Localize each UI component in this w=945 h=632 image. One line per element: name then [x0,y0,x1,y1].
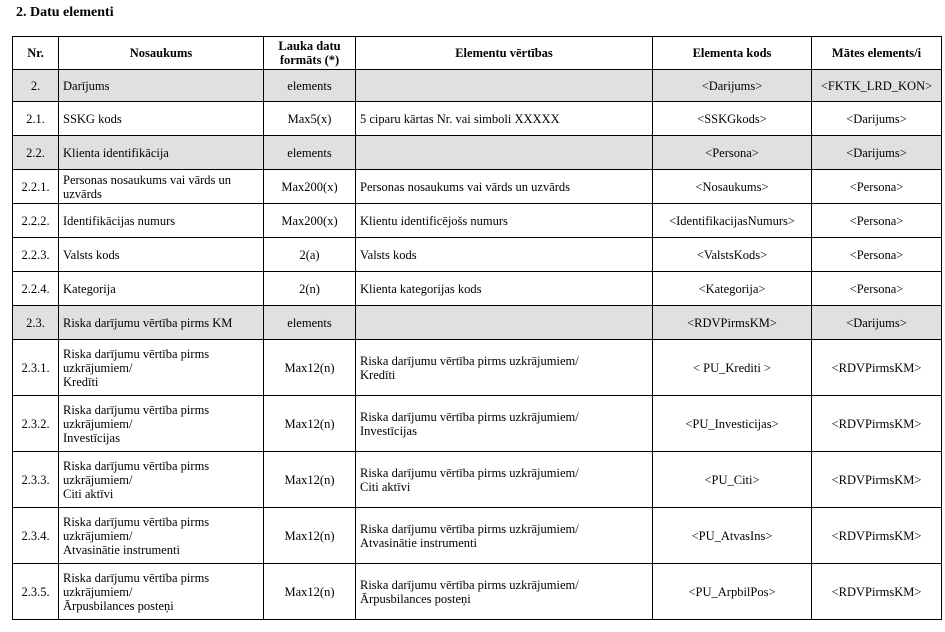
cell-vertibas [356,306,653,340]
table-row [13,136,942,170]
vertibas-line: Investīcijas [360,423,417,438]
cell-nosaukums [59,508,264,564]
cell-nr: 2. [13,70,59,102]
cell-mates: <FKTK_LRD_KON> [812,70,942,102]
cell-nosaukums [59,396,264,452]
cell-nr: 2.2.2. [13,204,59,238]
cell-format: elements [264,70,356,102]
table-row [13,170,942,204]
header-format-line1: Lauka datu [278,39,341,53]
cell-kods: <PU_AtvasIns> [653,508,812,564]
table-row [13,70,942,102]
cell-vertibas [356,452,653,508]
vertibas-line: 5 ciparu kārtas Nr. vai simboli XXXXX [360,111,560,126]
cell-nosaukums [59,306,264,340]
cell-nr: 2.3.2. [13,396,59,452]
nosaukums-line: Kategorija [63,281,116,296]
header-nr: Nr. [13,37,59,70]
nosaukums-line: Identifikācijas numurs [63,213,176,228]
vertibas-line: Klienta kategorijas kods [360,281,482,296]
cell-kods: <RDVPirmsKM> [653,306,812,340]
header-format-line2: formāts (*) [279,53,340,67]
cell-format: Max200(x) [264,170,356,204]
cell-vertibas [356,508,653,564]
cell-nr: 2.3. [13,306,59,340]
cell-format: Max12(n) [264,564,356,620]
cell-nr: 2.1. [13,102,59,136]
cell-format: elements [264,306,356,340]
cell-kods: <PU_Citi> [653,452,812,508]
cell-mates: <Persona> [812,238,942,272]
cell-mates: <Darijums> [812,136,942,170]
table-row [13,238,942,272]
cell-vertibas [356,70,653,102]
cell-kods: <PU_Investicijas> [653,396,812,452]
cell-format: 2(a) [264,238,356,272]
cell-mates: <Darijums> [812,306,942,340]
vertibas-line: Personas nosaukums vai vārds un uzvārds [360,179,571,194]
nosaukums-line: Riska darījumu vērtība pirms [63,402,210,417]
vertibas-line: Riska darījumu vērtība pirms uzkrājumiem/ [360,577,579,592]
nosaukums-line: Riska darījumu vērtība pirms [63,570,210,585]
cell-nr: 2.3.3. [13,452,59,508]
cell-mates: <RDVPirmsKM> [812,508,942,564]
nosaukums-line: Investīcijas [63,430,120,445]
cell-mates: <Persona> [812,204,942,238]
cell-kods: < PU_Krediti > [653,340,812,396]
nosaukums-line: Riska darījumu vērtība pirms KM [63,315,233,330]
nosaukums-line: Riska darījumu vērtība pirms [63,346,210,361]
cell-kods: <PU_ArpbilPos> [653,564,812,620]
table-row [13,204,942,238]
cell-nr: 2.3.4. [13,508,59,564]
header-format [264,37,356,70]
cell-format: elements [264,136,356,170]
nosaukums-line: Kredīti [63,374,99,389]
cell-vertibas [356,238,653,272]
vertibas-line: Valsts kods [360,247,417,262]
cell-vertibas [356,564,653,620]
cell-vertibas [356,204,653,238]
cell-nosaukums [59,238,264,272]
cell-mates: <RDVPirmsKM> [812,452,942,508]
cell-format: Max5(x) [264,102,356,136]
cell-nosaukums [59,452,264,508]
cell-nr: 2.3.5. [13,564,59,620]
cell-kods: <Kategorija> [653,272,812,306]
data-elements-table [12,36,942,620]
nosaukums-line: uzkrājumiem/ [63,416,133,431]
vertibas-line: Riska darījumu vērtība pirms uzkrājumiem/ [360,409,579,424]
cell-format: Max12(n) [264,340,356,396]
nosaukums-line: SSKG kods [63,111,122,126]
vertibas-line: Kredīti [360,367,396,382]
nosaukums-line: Valsts kods [63,247,120,262]
table-row [13,306,942,340]
cell-vertibas [356,340,653,396]
cell-nosaukums [59,564,264,620]
cell-nosaukums [59,70,264,102]
vertibas-line: Citi aktīvi [360,479,411,494]
header-mates: Mātes elements/i [812,37,942,70]
cell-format: Max200(x) [264,204,356,238]
nosaukums-line: Klienta identifikācija [63,145,169,160]
cell-kods: <ValstsKods> [653,238,812,272]
cell-mates: <Persona> [812,170,942,204]
cell-kods: <SSKGkods> [653,102,812,136]
nosaukums-line: uzkrājumiem/ [63,528,133,543]
cell-format: Max12(n) [264,452,356,508]
cell-vertibas [356,272,653,306]
cell-format: Max12(n) [264,396,356,452]
header-vertibas: Elementu vērtības [356,37,653,70]
cell-mates: <RDVPirmsKM> [812,564,942,620]
header-nosaukums: Nosaukums [59,37,264,70]
cell-nr: 2.2.4. [13,272,59,306]
nosaukums-line: uzvārds [63,186,102,201]
nosaukums-line: Riska darījumu vērtība pirms [63,514,210,529]
cell-format: Max12(n) [264,508,356,564]
table-row [13,340,942,396]
cell-mates: <RDVPirmsKM> [812,340,942,396]
cell-nosaukums [59,272,264,306]
cell-mates: <RDVPirmsKM> [812,396,942,452]
header-kods: Elementa kods [653,37,812,70]
header-row [13,37,942,70]
cell-vertibas [356,396,653,452]
table-row [13,508,942,564]
nosaukums-line: Personas nosaukums vai vārds un [63,172,232,187]
cell-vertibas [356,102,653,136]
cell-vertibas [356,136,653,170]
cell-vertibas [356,170,653,204]
nosaukums-line: Ārpusbilances posteņi [63,598,174,613]
table-row [13,452,942,508]
cell-kods: <Nosaukums> [653,170,812,204]
nosaukums-line: Citi aktīvi [63,486,114,501]
nosaukums-line: uzkrājumiem/ [63,360,133,375]
table-row [13,102,942,136]
cell-kods: <Persona> [653,136,812,170]
cell-nosaukums [59,204,264,238]
vertibas-line: Riska darījumu vērtība pirms uzkrājumiem/ [360,353,579,368]
cell-nr: 2.2.1. [13,170,59,204]
cell-format: 2(n) [264,272,356,306]
vertibas-line: Riska darījumu vērtība pirms uzkrājumiem/ [360,521,579,536]
nosaukums-line: uzkrājumiem/ [63,472,133,487]
cell-nr: 2.2.3. [13,238,59,272]
cell-nosaukums [59,340,264,396]
cell-kods: <Darijums> [653,70,812,102]
vertibas-line: Atvasinātie instrumenti [360,535,477,550]
vertibas-line: Klientu identificējošs numurs [360,213,508,228]
cell-kods: <IdentifikacijasNumurs> [653,204,812,238]
nosaukums-line: Atvasinātie instrumenti [63,542,180,557]
vertibas-line: Riska darījumu vērtība pirms uzkrājumiem/ [360,465,579,480]
cell-nr: 2.2. [13,136,59,170]
cell-nosaukums [59,102,264,136]
nosaukums-line: Darījums [63,78,110,93]
cell-nosaukums [59,136,264,170]
section-title: 2. Datu elementi [16,5,114,20]
vertibas-line: Ārpusbilances posteņi [360,591,471,606]
nosaukums-line: uzkrājumiem/ [63,584,133,599]
cell-mates: <Persona> [812,272,942,306]
table-row [13,396,942,452]
cell-nr: 2.3.1. [13,340,59,396]
table-row [13,272,942,306]
nosaukums-line: Riska darījumu vērtība pirms [63,458,210,473]
table-row [13,564,942,620]
cell-mates: <Darijums> [812,102,942,136]
cell-nosaukums [59,170,264,204]
